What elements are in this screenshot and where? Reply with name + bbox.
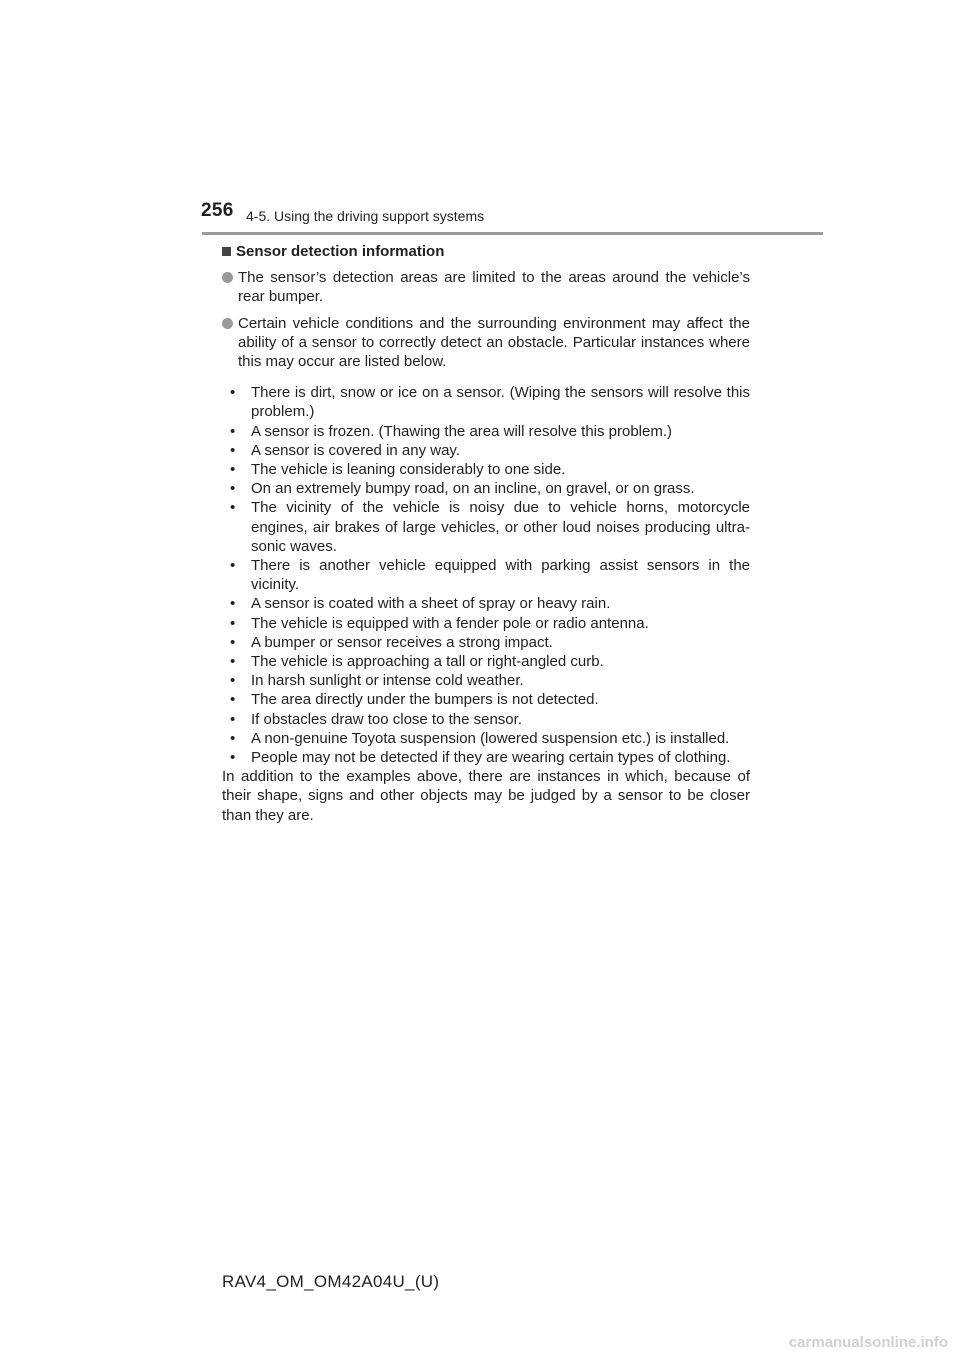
list-item: • In harsh sunlight or intense cold weather. bbox=[230, 672, 524, 690]
page-number: 256 bbox=[201, 200, 234, 221]
list-item: • The vicinity of the vehicle is noisy due to vehicle horns, motorcycle engines, air brakes of large vehicles, or other loud noises producing ultra-sonic waves. bbox=[230, 499, 750, 555]
bullet-dot: • bbox=[230, 691, 236, 709]
bullet-dot: • bbox=[230, 557, 236, 575]
list-item: • A bumper or sensor receives a strong impact. bbox=[230, 633, 553, 651]
bullet-dot: • bbox=[230, 729, 236, 747]
closing-paragraph: In addition to the examples above, there are instances in which, because of their shape, signs and other objects may be judged by a sensor to be closer than they are. bbox=[222, 768, 750, 824]
circle-item bbox=[222, 314, 750, 372]
list-item: • The vehicle is leaning considerably to one side. bbox=[230, 461, 566, 479]
circle-bullet-icon bbox=[222, 318, 233, 329]
bullet-dot: • bbox=[230, 480, 236, 498]
square-bullet-icon bbox=[222, 247, 231, 256]
bullet-dot: • bbox=[230, 633, 236, 651]
bullet-dot: • bbox=[230, 595, 236, 613]
list-item: • A sensor is covered in any way. bbox=[230, 441, 460, 459]
circle-item-text: Certain vehicle conditions and the surrounding environment may affect the ability of a sensor to correctly detect an obstacle. Particular instances where this may occur are listed below. bbox=[238, 314, 750, 371]
bullet-dot: • bbox=[230, 384, 236, 402]
list-item: • If obstacles draw too close to the sensor. bbox=[230, 710, 522, 728]
list-item: • The vehicle is equipped with a fender pole or radio antenna. bbox=[230, 614, 649, 632]
section-title: 4-5. Using the driving support systems bbox=[246, 208, 485, 224]
bullet-dot: • bbox=[230, 653, 236, 671]
bullet-dot: • bbox=[230, 672, 236, 690]
list-item: • There is dirt, snow or ice on a sensor. (Wiping the sensors will resolve this problem.) bbox=[230, 384, 750, 421]
header-rule bbox=[202, 232, 823, 235]
watermark: carmanualsonline.info bbox=[788, 1334, 948, 1351]
list-item: • A non-genuine Toyota suspension (lowered suspension etc.) is installed. bbox=[230, 729, 730, 747]
bullet-dot: • bbox=[230, 422, 236, 440]
circle-item-text: The sensor’s detection areas are limited to the areas around the vehicle’s rear bumper. bbox=[238, 269, 750, 306]
footer-document-code: RAV4_OM_OM42A04U_(U) bbox=[222, 1272, 440, 1291]
bullet-dot: • bbox=[230, 614, 236, 632]
bullet-dot: • bbox=[230, 499, 236, 517]
list-item: • A sensor is coated with a sheet of spray or heavy rain. bbox=[230, 595, 611, 613]
circle-bullet-icon bbox=[222, 272, 233, 283]
bullet-dot: • bbox=[230, 461, 236, 479]
list-item: • The area directly under the bumpers is not detected. bbox=[230, 691, 599, 709]
page-content bbox=[222, 242, 750, 825]
subsection-heading-text: Sensor detection information bbox=[236, 243, 445, 260]
bullet-list bbox=[222, 383, 750, 767]
list-item: • There is another vehicle equipped with parking assist sensors in the vicinity. bbox=[230, 557, 750, 594]
subsection-heading bbox=[222, 242, 750, 261]
bullet-dot: • bbox=[230, 441, 236, 459]
circle-item bbox=[222, 268, 750, 306]
bullet-dot: • bbox=[230, 710, 236, 728]
list-item: • On an extremely bumpy road, on an incline, on gravel, or on grass. bbox=[230, 480, 695, 498]
list-item: • The vehicle is approaching a tall or right-angled curb. bbox=[230, 653, 604, 671]
list-item: • A sensor is frozen. (Thawing the area will resolve this problem.) bbox=[230, 422, 673, 440]
list-item: • People may not be detected if they are wearing certain types of clothing. bbox=[230, 749, 731, 767]
bullet-dot: • bbox=[230, 749, 236, 767]
